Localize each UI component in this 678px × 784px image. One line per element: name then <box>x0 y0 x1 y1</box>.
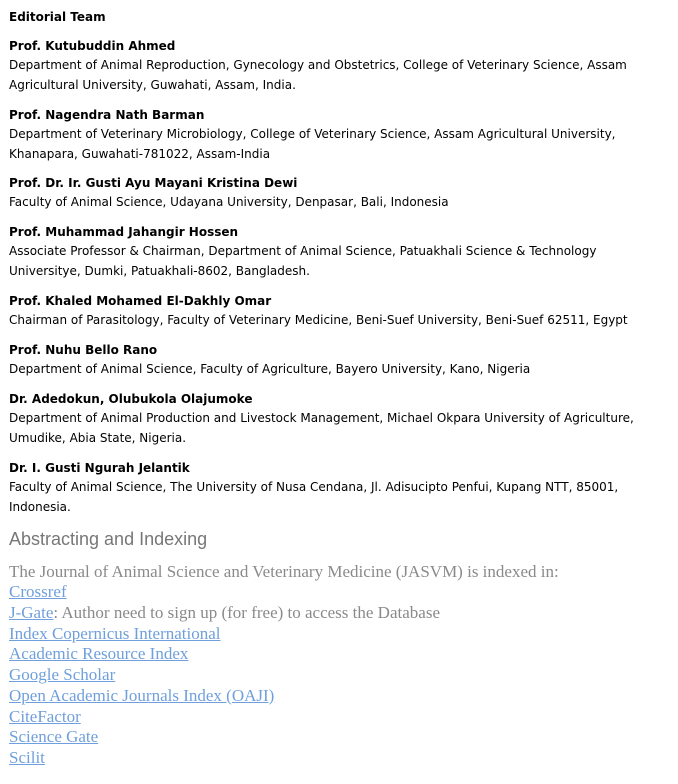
editor-name: Dr. Adedokun, Olubukola Olajumoke <box>9 392 253 406</box>
editorial-team-heading: Editorial Team <box>9 10 106 24</box>
index-link-citefactor[interactable]: CiteFactor <box>9 706 81 726</box>
editor-affiliation: Chairman of Parasitology, Faculty of Veterinary Medicine, Beni-Suef University, Beni-Suef 62511, Egypt <box>9 313 628 327</box>
editor-name: Prof. Muhammad Jahangir Hossen <box>9 225 239 239</box>
index-link-jgate[interactable]: J-Gate <box>9 602 54 622</box>
editor-name: Prof. Dr. Ir. Gusti Ayu Mayani Kristina Dewi <box>9 176 298 190</box>
editor-entry <box>9 38 669 95</box>
list-item <box>9 603 440 624</box>
editor-affiliation: Faculty of Animal Science, Udayana University, Denpasar, Bali, Indonesia <box>9 195 449 209</box>
list-item <box>9 686 440 707</box>
index-link-academic-resource-index[interactable]: Academic Resource Index <box>9 644 189 664</box>
indexing-list <box>9 582 440 769</box>
editor-entry <box>9 460 669 517</box>
editor-entry <box>9 175 669 213</box>
index-link-google-scholar[interactable]: Google Scholar <box>9 665 116 684</box>
list-item <box>9 748 440 769</box>
indexing-intro: The Journal of Animal Science and Veterinary Medicine (JASVM) is indexed in: <box>9 562 559 581</box>
editor-name: Dr. I. Gusti Ngurah Jelantik <box>9 461 190 475</box>
editor-name: Prof. Khaled Mohamed El-Dakhly Omar <box>9 294 272 308</box>
index-link-scilit[interactable]: Scilit <box>9 748 45 767</box>
index-note: : Author need to sign up (for free) to access the Database <box>53 602 440 622</box>
editor-affiliation: Department of Veterinary Microbiology, College of Veterinary Science, Assam Agricultural University, Khanapara, Guwahati-781022, Assam-India <box>9 127 616 161</box>
list-item <box>9 727 440 748</box>
index-link-science-gate[interactable]: Science Gate <box>9 727 99 747</box>
editor-name: Prof. Nagendra Nath Barman <box>9 108 205 122</box>
index-link-oaji[interactable]: Open Academic Journals Index (OAJI) <box>9 685 275 705</box>
list-item <box>9 707 440 728</box>
editor-entry <box>9 293 669 331</box>
indexing-heading: Abstracting and Indexing <box>9 529 208 549</box>
editor-name: Prof. Kutubuddin Ahmed <box>9 39 176 53</box>
list-item <box>9 624 440 645</box>
index-link-index-copernicus[interactable]: Index Copernicus International <box>9 623 221 643</box>
editor-affiliation: Department of Animal Science, Faculty of Agriculture, Bayero University, Kano, Nigeria <box>9 362 531 376</box>
index-link-crossref[interactable]: Crossref <box>9 582 67 601</box>
list-item <box>9 644 440 665</box>
editor-affiliation: Department of Animal Reproduction, Gynecology and Obstetrics, College of Veterinary Science, Assam Agricultural University, Guwahati, Assam, India. <box>9 58 627 92</box>
editor-entry <box>9 107 669 164</box>
editor-entry <box>9 342 669 380</box>
editor-name: Prof. Nuhu Bello Rano <box>9 343 158 357</box>
editor-entry <box>9 391 669 448</box>
list-item <box>9 582 440 603</box>
list-item <box>9 665 440 686</box>
editor-affiliation: Associate Professor & Chairman, Department of Animal Science, Patuakhali Science & Technology Universitye, Dumki, Patuakhali-8602, Bangladesh. <box>9 244 597 278</box>
editor-entry <box>9 224 669 281</box>
editor-affiliation: Faculty of Animal Science, The University of Nusa Cendana, Jl. Adisucipto Penfui, Kupang NTT, 85001, Indonesia. <box>9 480 619 514</box>
editor-affiliation: Department of Animal Production and Livestock Management, Michael Okpara University of Agriculture, Umudike, Abia State, Nigeria. <box>9 411 634 445</box>
